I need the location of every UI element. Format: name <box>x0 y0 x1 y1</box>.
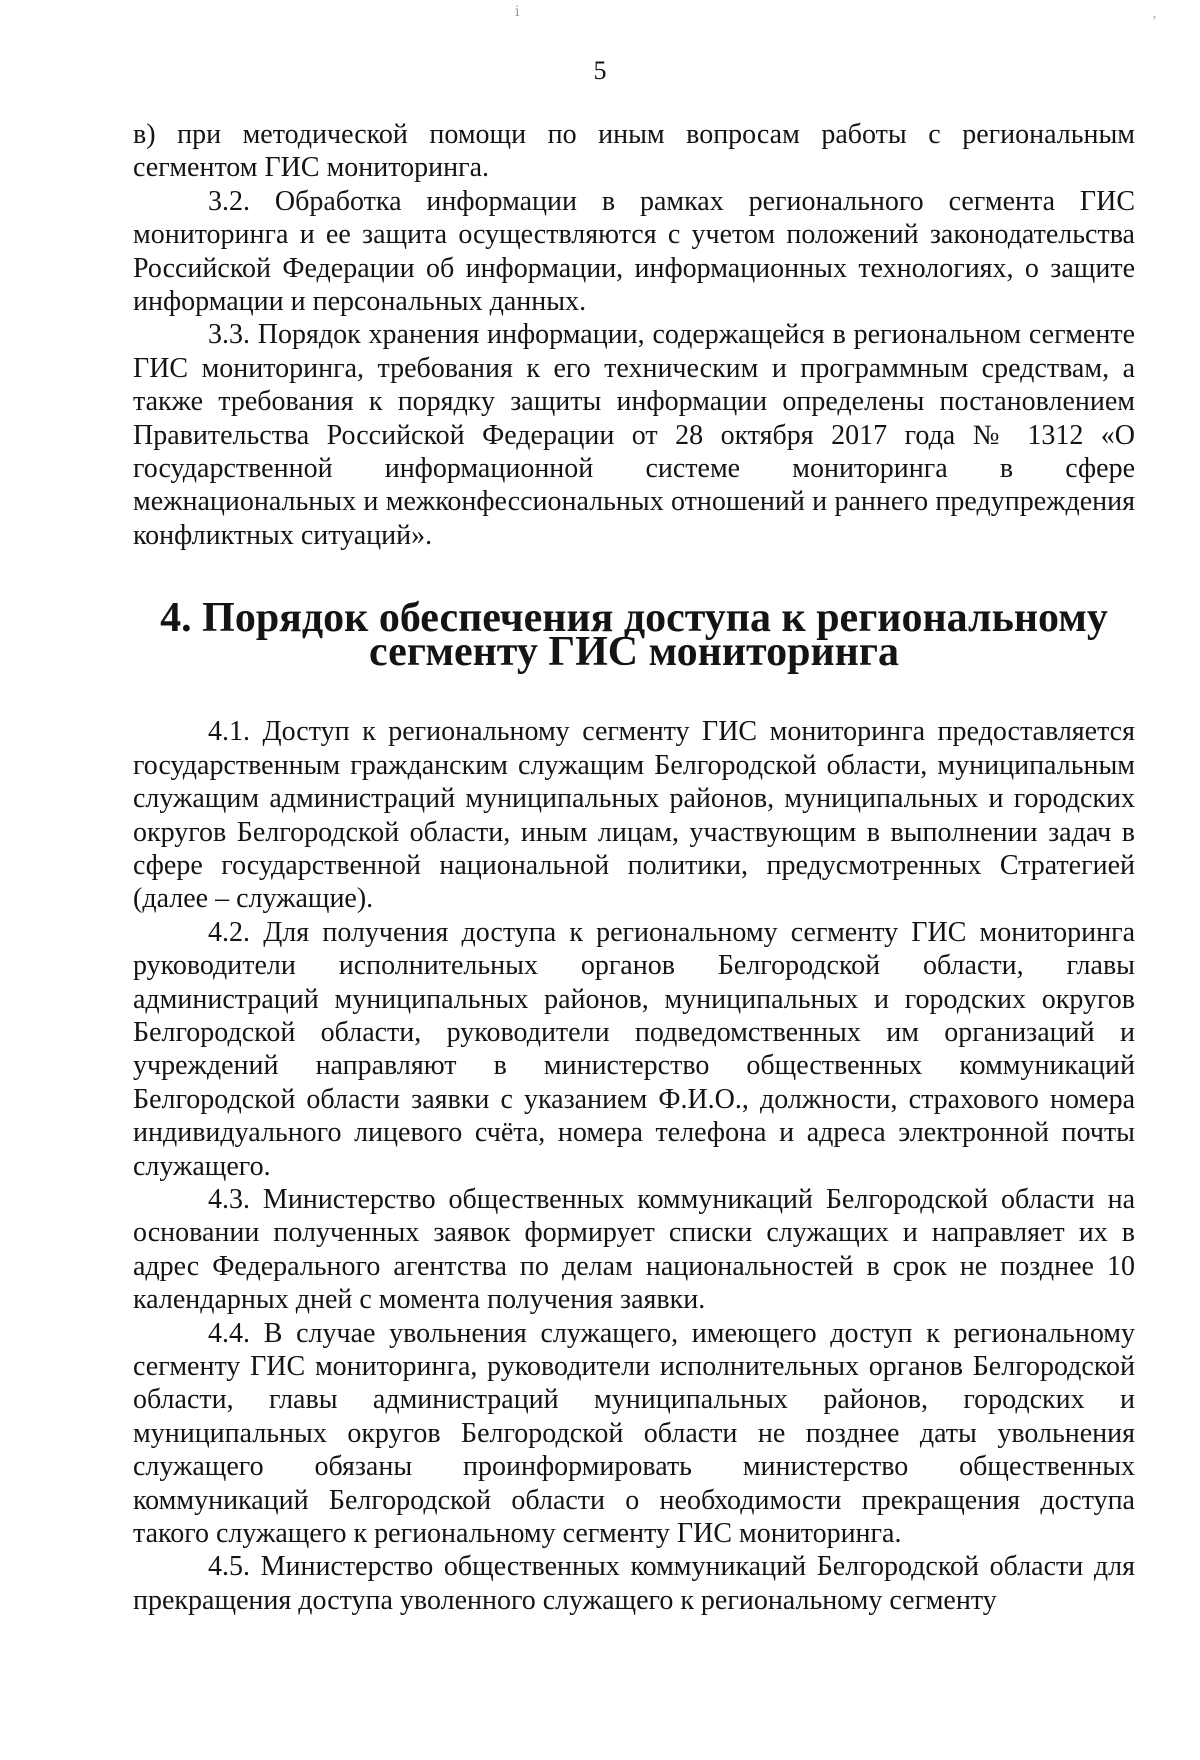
page-number: 5 <box>593 56 607 85</box>
section-heading-line-2: сегменту ГИС мониторинга <box>369 629 899 676</box>
paragraph-3-1-v: в) при методической помощи по иным вопросам работы с региональным сегментом ГИС мониторинга. <box>133 119 1135 184</box>
paragraph-3-2: 3.2. Обработка информации в рамках регионального сегмента ГИС мониторинга и ее защита осуществляются с учетом положений законодательства Российской Федерации об информации, информационных технологиях, о защите информации и персональных данных. <box>133 185 1135 318</box>
paragraph-3-3: 3.3. Порядок хранения информации, содержащейся в региональном сегменте ГИС мониторинга, требования к его техническим и программным средствам, а также требования к порядку защиты информации определены постановлением Правительства Российской Федерации от 28 октября 2017 года № 1312 «О государственной информационной системе мониторинга в сфере межнациональных и межконфессиональных отношений и раннего предупреждения конфликтных ситуаций». <box>133 319 1135 551</box>
document-body <box>133 118 1135 1617</box>
paragraph-4-3: 4.3. Министерство общественных коммуникаций Белгородской области на основании полученных заявок формирует списки служащих и направляет их в адрес Федерального агентства по делам национальностей в срок не позднее 10 календарных дней с момента получения заявки. <box>133 1183 1135 1316</box>
paragraph-4-1: 4.1. Доступ к региональному сегменту ГИС мониторинга предоставляется государственным гражданским служащим Белгородской области, муниципальным служащим администраций муниципальных районов, муниципальных и городских округов Белгородской области, иным лицам, участвующим в выполнении задач в сфере государственной национальной политики, предусмотренных Стратегией (далее – служащие). <box>133 716 1135 915</box>
scan-mark: ⅰ <box>515 5 520 20</box>
section-heading-line-1: 4. Порядок обеспечения доступа к региональному <box>160 595 1108 642</box>
scan-mark: ʼ <box>1152 14 1157 29</box>
paragraph-4-2: 4.2. Для получения доступа к региональному сегменту ГИС мониторинга руководители исполнительных органов Белгородской области, главы администраций муниципальных районов, муниципальных и городских округов Белгородской области, руководители подведомственных им организаций и учреждений направляют в министерство общественных коммуникаций Белгородской области заявки с указанием Ф.И.О., должности, страхового номера индивидуального лицевого счёта, номера телефона и адреса электронной почты служащего. <box>133 916 1135 1182</box>
paragraph-4-5: 4.5. Министерство общественных коммуникаций Белгородской области для прекращения доступа уволенного служащего к региональному сегменту <box>133 1551 1135 1616</box>
section-heading <box>133 595 1135 676</box>
paragraph-4-4: 4.4. В случае увольнения служащего, имеющего доступ к региональному сегменту ГИС мониторинга, руководители исполнительных органов Белгородской области, главы администраций муниципальных районов, городских и муниципальных округов Белгородской области не позднее даты увольнения служащего обязаны проинформировать министерство общественных коммуникаций Белгородской области о необходимости прекращения доступа такого служащего к региональному сегменту ГИС мониторинга. <box>133 1317 1135 1550</box>
